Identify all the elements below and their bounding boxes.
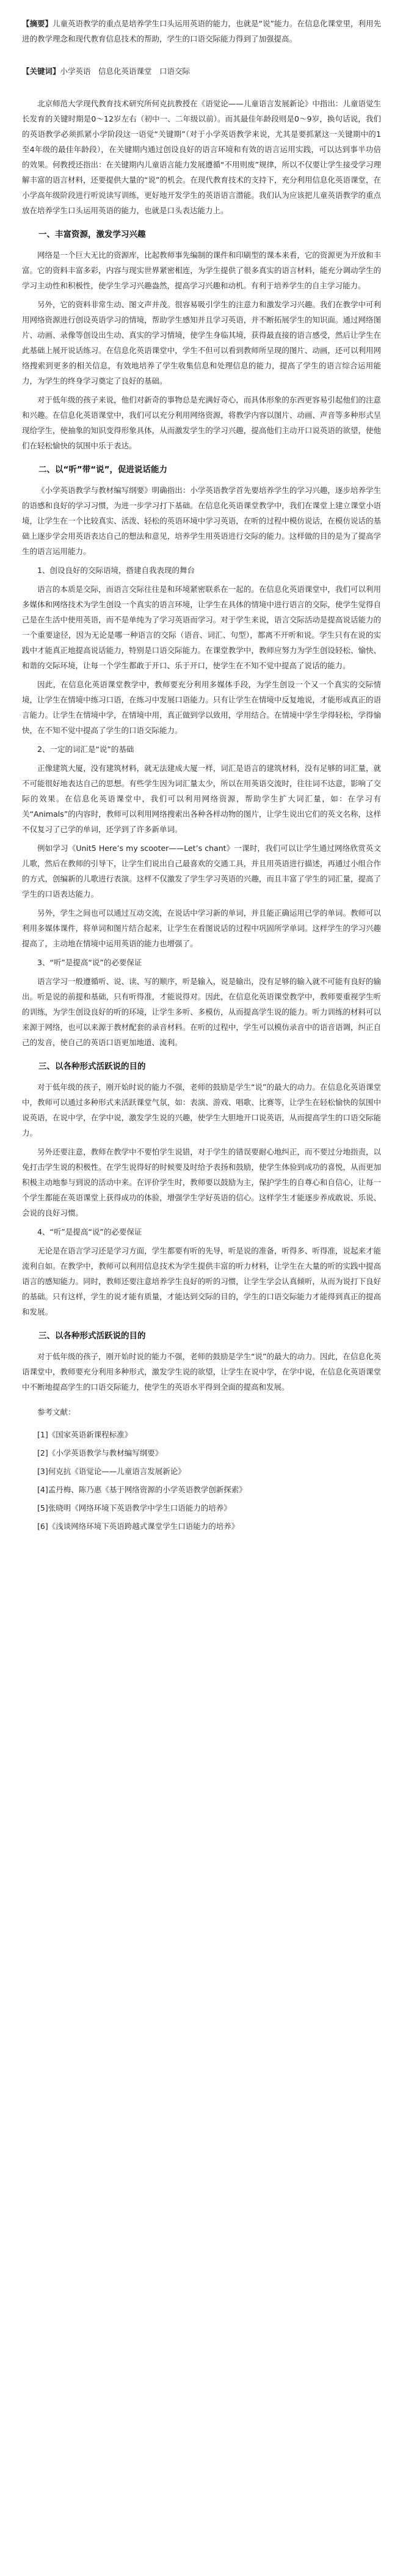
body-paragraph: 对于低年级的孩子，刚开始时说的能力不强，老师的鼓励是学生“说”的最大的动力。因此，在信息化英语课堂中，教师要充分利用多种形式，激发学生说的欲望，让学生在说中学，在学中说，在信息化英语课堂中不断地提高学生的口语交际能力，使学生的英语水平得到全面的提高和发展。	[22, 1352, 381, 1392]
section-heading: 一、丰富资源，激发学习兴趣	[38, 230, 146, 239]
section-heading: 三、以各种形式活跃说的目的	[38, 1331, 146, 1341]
reference-item: [5]张晓明《网络环境下英语教学中学生口语能力的培养》	[37, 1503, 231, 1512]
section	[22, 1059, 381, 1220]
body-paragraph: 例如学习《Unit5 Here’s my scooter——Let’s chant》一课时，我们可以让学生通过网络欣赏英文儿歌，然后在教师的引导下，让学生们说出自己最喜欢的交通工具，并且用英语进行描述，再通过小组合作的方式，创编新的儿歌进行表演。这样不仅激发了学生学习英语的兴趣，而且丰富了学生的词汇量，提高了学生的口语表达能力。	[22, 844, 381, 899]
references-title: 参考文献：	[37, 1407, 76, 1417]
body-paragraph: 网络是一个巨大无比的资源库，比起教师事先编制的课件和印刷型的课本来看，它的资源更为开放和丰富。它的资料丰富多彩，内容与现实世界紧密相连，为学生提供了很多真实的语言材料，能充分调动学生的学习主动性和积极性，使学生学习兴趣盎然，提高学习兴趣和动机。有利于培养学生的自主学习能力。	[22, 250, 381, 290]
body-paragraph: 语言学习一般遵循听、说、读、写的顺序，听是输入，说是输出，没有足够的输入就不可能有良好的输出。听是说的前提和基础，只有听得准，才能说得对。因此，在信息化英语课堂教学中，教师要重视学生听的训练，为学生创设良好的听的环境，让学生多听、多模仿，从而提高学生说的能力。听力训练的材料可以来源于网络，也可以来源于教材配套的录音材料。在听的过程中，学生可以模仿录音中的语音语调，纠正自己的发音，使自己的英语口语更加地道、流利。	[22, 977, 381, 1047]
body-paragraph: 语言的本质是交际，而语言交际往往是和环境紧密联系在一起的。在信息化英语课堂中，我们可以利用多媒体和网络技术为学生创设一个真实的语言环境，让学生在具体的情境中进行语言的交际，使学生觉得自己是在生活中使用英语，而不是单纯为了学习英语而学习。对于学生来说，语言交际活动是提高说话能力的一个重要途径，因为无论是哪一种语言的交际（语音、词汇、句型），都离不开听和说。学生只有在说的实践中才能真正地提高说话能力，特别是口语交际能力。在课堂教学中，教师应努力为学生创设轻松、愉快、和谐的交际环境，让每一个学生都敢于开口、乐于开口，使学生在不知不觉中提高了说话的能力。	[22, 585, 381, 670]
keywords-text: 小学英语 信息化英语课堂 口语交际	[60, 67, 191, 76]
body-paragraph: 另外还要注意，教师在教学中不要怕学生说错，对于学生的错误要耐心地纠正，而不要过分地指责，以免打击学生说的积极性。在学生说得好的时候要及时给予表扬和鼓励，使学生体验到成功的喜悦，从而更加积极主动地参与到说的活动中来。在评价学生时，教师要以鼓励为主，保护学生的自尊心和自信心，让每一个学生都能在英语课堂上获得成功的体验，增强学生学好英语的信心。这样学生才能逐步养成敢说、乐说、会说的良好习惯。	[22, 1147, 381, 1217]
reference-item: [3]何克抗《语觉论——儿童语言发展新论》	[37, 1467, 186, 1476]
body-paragraph: 1、创设良好的交际语境，搭建自我表现的舞台	[37, 566, 195, 575]
reference-item: [1]《国家英语新课程标准》	[37, 1430, 133, 1439]
keywords-tag: 【关键词】	[22, 67, 60, 76]
section	[22, 462, 381, 1050]
keywords	[22, 64, 381, 79]
section	[22, 1224, 381, 1319]
body-paragraph: 无论是在语言学习还是学习方面，学生都要有听的先导，听是说的准备，听得多、听得准，说起来才能流利自如。在教学中，教师可以利用信息技术为学生提供丰富的听力材料，让学生在大量的听的实践中提高语言的感知能力。同时，教师还要注意培养学生良好的听的习惯，让学生学会认真倾听，从而为说打下良好的基础。只有这样，学生的说才能有质量，才能达到交际的目的，学生的口语交际能力才能得到真正的提高和发展。	[22, 1246, 381, 1316]
section-heading: 二、以“听”带“说”，促进说话能力	[38, 465, 167, 475]
article-body	[22, 227, 381, 1395]
body-paragraph: 正像建筑大厦，没有建筑材料，就无法建成大厦一样，词汇是语言的建筑材料，没有足够的词汇量，就不可能很好地表达自己的思想。有些学生因为词汇量太少，所以在用英语交流时，往往词不达意，影响了交际的效果。在信息化英语课堂中，我们可以利用网络资源，帮助学生扩大词汇量，如：在学习有关“Animals”的内容时，教师可以利用网络搜索出各种各样动物的图片，让学生说出它们的英文名称，这样不仅复习了已学的单词，还学到了许多新单词。	[22, 764, 381, 834]
body-paragraph: 3、“听”是提高“说”的必要保证	[37, 958, 142, 967]
body-paragraph: 4、“听”是提高“说”的必要保证	[37, 1227, 142, 1236]
body-paragraph: 因此，在信息化英语课堂教学中，教师要充分利用多媒体手段，为学生创设一个又一个真实的交际情境，让学生在情境中练习口语，在练习中发展口语能力。只有让学生在情境中反复地说，才能形成真正的语言能力。让学生在情境中学，在情境中用，真正做到学以致用，学用结合。在情境中学生学得轻松，学得愉快，在不知不觉中提高了学生的口语交际能力。	[22, 680, 381, 735]
body-paragraph: 《小学英语教学与教材编写纲要》明确指出：小学英语教学首先要培养学生的学习兴趣，逐步培养学生的语感和良好的学习习惯，为进一步学习打下基础。在信息化英语课堂教学中，我们在课堂上建立课堂小语境，让学生在一个比较真实、活泼、轻松的英语环境中学习英语，在听的过程中模仿说话，在模仿说话的基础上逐步学会用英语表达自己的想法和意见，培养学生用英语进行交际的能力。这样做的目的是为了提高学生的语言运用能力。	[22, 486, 381, 556]
body-paragraph: 对于低年级的孩子，刚开始时说的能力不强，老师的鼓励是学生“说”的最大的动力。在信息化英语课堂中，教师可以通过多种形式来活跃课堂气氛，如：表演、游戏、唱歌、比赛等，让学生在轻松愉快的氛围中说英语，在说中学，在学中说，激发学生说的兴趣，使学生大胆地开口说英语，从而提高学生的口语交际能力。	[22, 1082, 381, 1137]
section-heading: 三、以各种形式活跃说的目的	[38, 1062, 146, 1071]
abstract-text: 儿童英语教学的重点是培养学生口头运用英语的能力，也就是“说”能力。在信息化课堂里，利用先进的教学理念和现代教育信息技术的帮助，学生的口语交际能力得到了加强提高。	[22, 19, 381, 43]
references-list	[22, 1426, 381, 1536]
body-paragraph: 另外，它的资料非常生动、图文声并茂。很容易吸引学生的注意力和激发学习兴趣。我们在教学中可利用网络资源进行创设英语学习的情境，帮助学生感知并且学习英语，并不断拓展学生的知识面。通过网络图片、动画、录像等创设出生动、真实的学习情境，使学生身临其境，获得最直接的语言感受，然后让学生在此基础上展开说话练习。在信息化英语课堂中，学生不但可以看到教师所呈现的图片、动画，还可以利用网络搜索到更多的相关信息，有效地培养了学生收集信息和处理信息的能力，提高了学生的语言综合运用能力，为学生的终身学习奠定了良好的基础。	[22, 300, 381, 385]
reference-item: [4]孟丹梅、陈乃惠《基于网络资源的小学英语教学创新探索》	[37, 1485, 247, 1494]
section	[22, 227, 381, 453]
introduction	[22, 96, 381, 218]
reference-item: [6]《浅谈网络环境下英语跨越式课堂学生口语能力的培养》	[37, 1522, 239, 1531]
body-paragraph: 北京师范大学现代教育技术研究所何克抗教授在《语觉论——儿童语言发展新论》中指出：儿童语觉生长发育的关键时期是0～12岁左右（初中一、二年级以前）。而其最佳年龄段则是0～9岁，换句话说，我们的英语教学必须抓紧小学阶段这一语觉“关键期”（对于小学英语教学来说，尤其是要抓紧这一关键期中的1至4年级的最佳年龄段），在关键期内通过创设良好的语言环境和有效的语言运用实践，可以达到事半功倍的效果。何教授还指出：在关键期内儿童语言能力发展遵循“不用则废”规律，所以不仅要让学生接受学习理解丰富的语言材料，还要提供大量的“说”的机会。在现代教育技术的支持下，充分利用信息化英语课堂，在小学高年级阶段进行听说读写训练，更好地开发学生的英语语言潜能。我们认为应该把儿童英语教学的重点放在培养学生口头运用英语的能力，也就是口头表达能力上。	[22, 99, 381, 215]
section	[22, 1328, 381, 1395]
abstract	[22, 16, 381, 46]
body-paragraph: 另外，学生之间也可以通过互动交流，在说话中学习新的单词，并且能正确运用已学的单词。教师可以利用多媒体课件，将单词和图片结合起来，让学生在看图说话的过程中巩固所学单词。这样学生的学习兴趣提高了，主动地在情境中运用英语的能力也增强了。	[22, 908, 381, 948]
abstract-tag: 【摘要】	[22, 19, 53, 28]
reference-item: [2]《小学英语教学与教材编写纲要》	[37, 1448, 163, 1458]
body-paragraph: 2、一定的词汇是“说”的基础	[37, 745, 134, 754]
body-paragraph: 对于低年级的孩子来说，他们对新奇的事物总是充满好奇心，而具体形象的东西更容易引起他们的注意和兴趣。在信息化英语课堂中，我们可以充分利用网络资源，将教学内容以图片、动画、声音等多种形式呈现给学生，使抽象的知识变得形象具体，从而激发学生的学习兴趣，提高他们主动开口说英语的欲望，使他们在轻松愉快的氛围中乐于表达。	[22, 395, 381, 450]
